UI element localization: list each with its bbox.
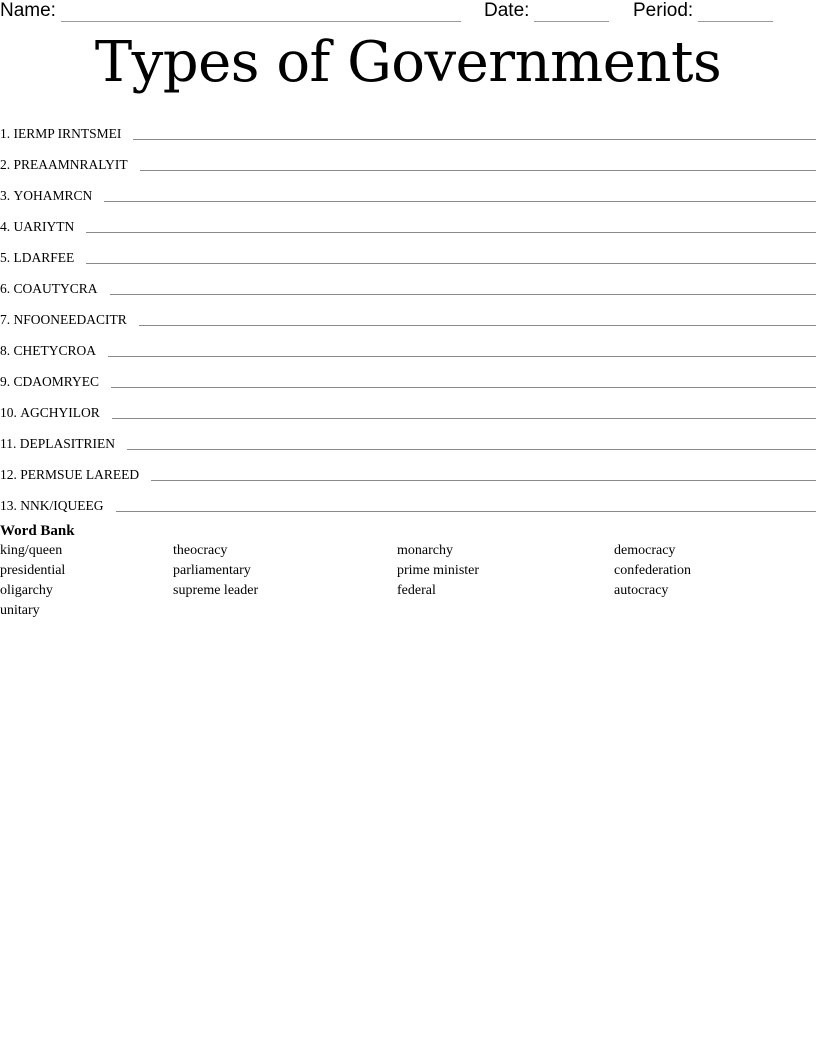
word-bank-item: theocracy <box>173 543 228 558</box>
word-bank-item: federal <box>397 583 436 598</box>
answer-line[interactable] <box>139 313 816 326</box>
scrambled-word: UARIYTN <box>13 219 75 234</box>
word-bank-item: democracy <box>614 543 676 558</box>
scrambled-word: IERMP IRNTSMEI <box>13 126 122 141</box>
answer-line[interactable] <box>133 127 816 140</box>
question-number: 4. <box>0 219 11 234</box>
name-field <box>0 0 461 22</box>
question-item <box>0 484 816 515</box>
question-number: 1. <box>0 126 11 141</box>
answer-line[interactable] <box>127 437 816 450</box>
question-item <box>0 236 816 267</box>
answer-line[interactable] <box>108 344 816 357</box>
word-bank-item: supreme leader <box>173 583 259 598</box>
question-number: 5. <box>0 250 11 265</box>
scrambled-word: NFOONEEDACITR <box>13 312 127 327</box>
word-bank-item: king/queen <box>0 543 63 558</box>
answer-line[interactable] <box>111 375 816 388</box>
question-number: 6. <box>0 281 11 296</box>
question-number: 3. <box>0 188 11 203</box>
word-bank-item: unitary <box>0 603 40 618</box>
answer-line[interactable] <box>86 251 816 264</box>
date-label: Date: <box>484 0 530 21</box>
scrambled-word: YOHAMRCN <box>13 188 93 203</box>
word-bank-item: presidential <box>0 563 66 578</box>
question-number: 8. <box>0 343 11 358</box>
scrambled-word: CDAOMRYEC <box>13 374 100 389</box>
date-field <box>484 0 609 22</box>
question-item <box>0 143 816 174</box>
word-bank-item: confederation <box>614 563 691 578</box>
question-item <box>0 329 816 360</box>
question-item <box>0 422 816 453</box>
question-number: 11. <box>0 436 17 451</box>
question-item <box>0 391 816 422</box>
answer-line[interactable] <box>110 282 816 295</box>
name-label: Name: <box>0 0 56 21</box>
question-item <box>0 360 816 391</box>
date-line[interactable] <box>534 4 609 22</box>
question-number: 12. <box>0 467 17 482</box>
word-bank-item: autocracy <box>614 583 669 598</box>
period-line[interactable] <box>698 4 773 22</box>
scrambled-word: CHETYCROA <box>13 343 97 358</box>
question-item <box>0 298 816 329</box>
question-number: 9. <box>0 374 11 389</box>
question-number: 10. <box>0 405 17 420</box>
scrambled-word: DEPLASITRIEN <box>19 436 115 451</box>
question-item <box>0 453 816 484</box>
question-item <box>0 112 816 143</box>
scrambled-word: AGCHYILOR <box>20 405 100 420</box>
scrambled-word: LDARFEE <box>13 250 75 265</box>
word-bank-item: prime minister <box>397 563 480 578</box>
period-label: Period: <box>633 0 694 21</box>
question-number: 13. <box>0 498 17 513</box>
question-item <box>0 267 816 298</box>
name-line[interactable] <box>61 4 461 22</box>
word-bank-item: monarchy <box>397 543 453 558</box>
scrambled-word: COAUTYCRA <box>13 281 98 296</box>
answer-line[interactable] <box>116 499 816 512</box>
answer-line[interactable] <box>140 158 816 171</box>
answer-line[interactable] <box>86 220 816 233</box>
period-field <box>633 0 773 22</box>
scrambled-word: PERMSUE LAREED <box>20 467 140 482</box>
answer-line[interactable] <box>112 406 816 419</box>
question-item <box>0 205 816 236</box>
word-bank-item: oligarchy <box>0 583 53 598</box>
word-bank-title: Word Bank <box>0 523 75 539</box>
answer-line[interactable] <box>104 189 816 202</box>
word-bank-item: parliamentary <box>173 563 251 578</box>
question-number: 7. <box>0 312 11 327</box>
scrambled-word: NNK/IQUEEG <box>20 498 104 513</box>
question-item <box>0 174 816 205</box>
worksheet-header <box>0 0 816 22</box>
question-number: 2. <box>0 157 11 172</box>
question-list <box>0 112 816 515</box>
answer-line[interactable] <box>151 468 816 481</box>
scrambled-word: PREAAMNRALYIT <box>13 157 128 172</box>
page-title: Types of Governments <box>94 30 722 95</box>
